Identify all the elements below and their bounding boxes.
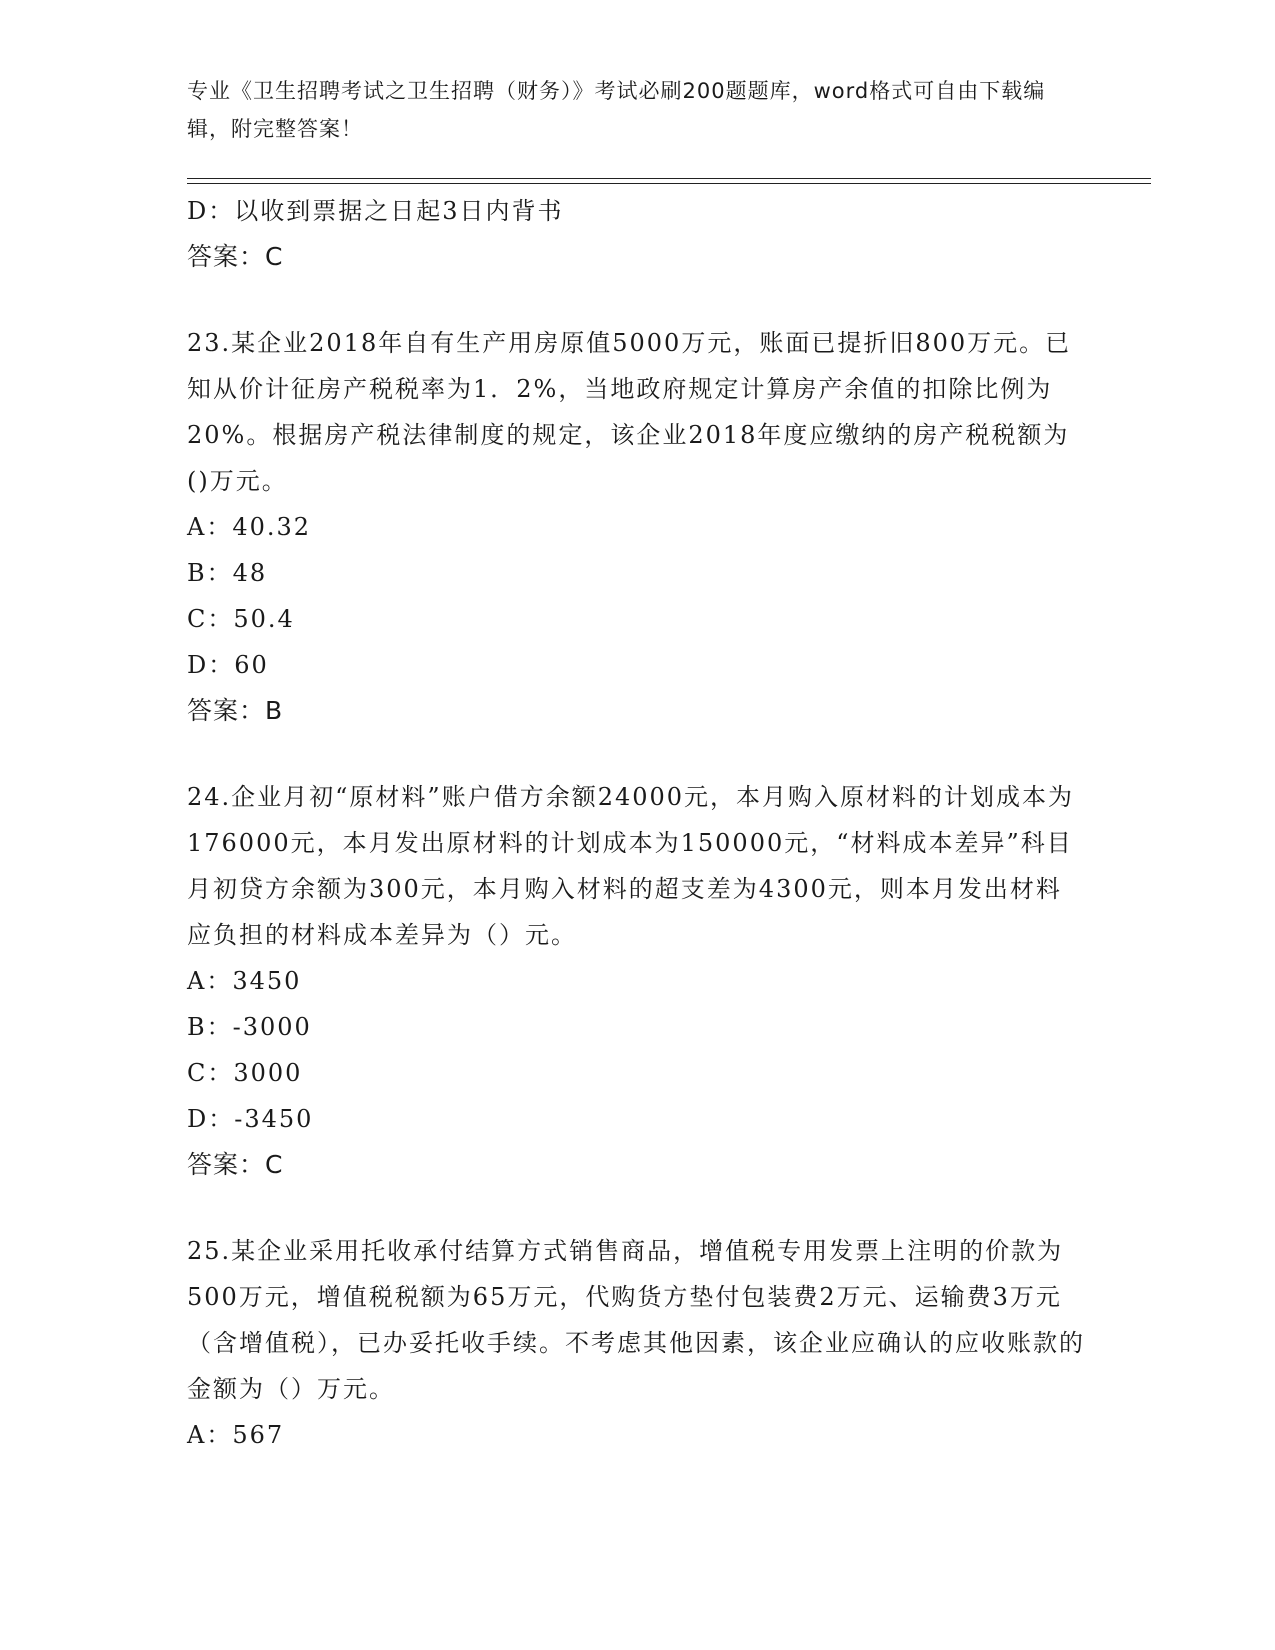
option-d: D：60 [187, 651, 269, 679]
question-25 [187, 1228, 1087, 1458]
question-stem: 25.某企业采用托收承付结算方式销售商品，增值税专用发票上注明的价款为500万元，增值税税额为65万元，代购货方垫付包装费2万元、运输费3万元（含增值税），已办妥托收手续。不考虑其他因素，该企业应确认的应收账款的金额为（）万元。 [187, 1237, 1085, 1403]
question-stem: 24.企业月初“原材料”账户借方余额24000元，本月购入原材料的计划成本为176000元，本月发出原材料的计划成本为150000元，“材料成本差异”科目月初贷方余额为300元，本月购入材料的超支差为4300元，则本月发出材料应负担的材料成本差异为（）元。 [187, 783, 1075, 949]
answer-label: 答案：C [187, 1150, 284, 1179]
answer-label: 答案：B [187, 696, 284, 725]
answer-label: 答案：C [187, 242, 284, 271]
option-c: C：3000 [187, 1059, 303, 1087]
question-23 [187, 320, 1087, 734]
option-d: D：-3450 [187, 1105, 314, 1133]
option-b: B：48 [187, 559, 268, 587]
question-24 [187, 774, 1087, 1188]
option-a: A：3450 [187, 967, 302, 995]
option-a: A：40.32 [187, 513, 312, 541]
question-stem: 23.某企业2018年自有生产用房原值5000万元，账面已提折旧800万元。已知从价计征房产税税率为1．2%，当地政府规定计算房产余值的扣除比例为20%。根据房产税法律制度的规定，该企业2018年度应缴纳的房产税税额为()万元。 [187, 329, 1072, 495]
option-b: B：-3000 [187, 1013, 312, 1041]
question-22-tail [187, 188, 1087, 280]
header-divider [187, 178, 1151, 184]
option-c: C：50.4 [187, 605, 295, 633]
page-header: 专业《卫生招聘考试之卫生招聘（财务）》考试必刷200题题库，word格式可自由下载编辑，附完整答案！ [187, 79, 1046, 141]
question-list [187, 188, 1087, 1458]
option-a: A：567 [187, 1421, 285, 1449]
option-d: D：以收到票据之日起3日内背书 [187, 197, 564, 225]
